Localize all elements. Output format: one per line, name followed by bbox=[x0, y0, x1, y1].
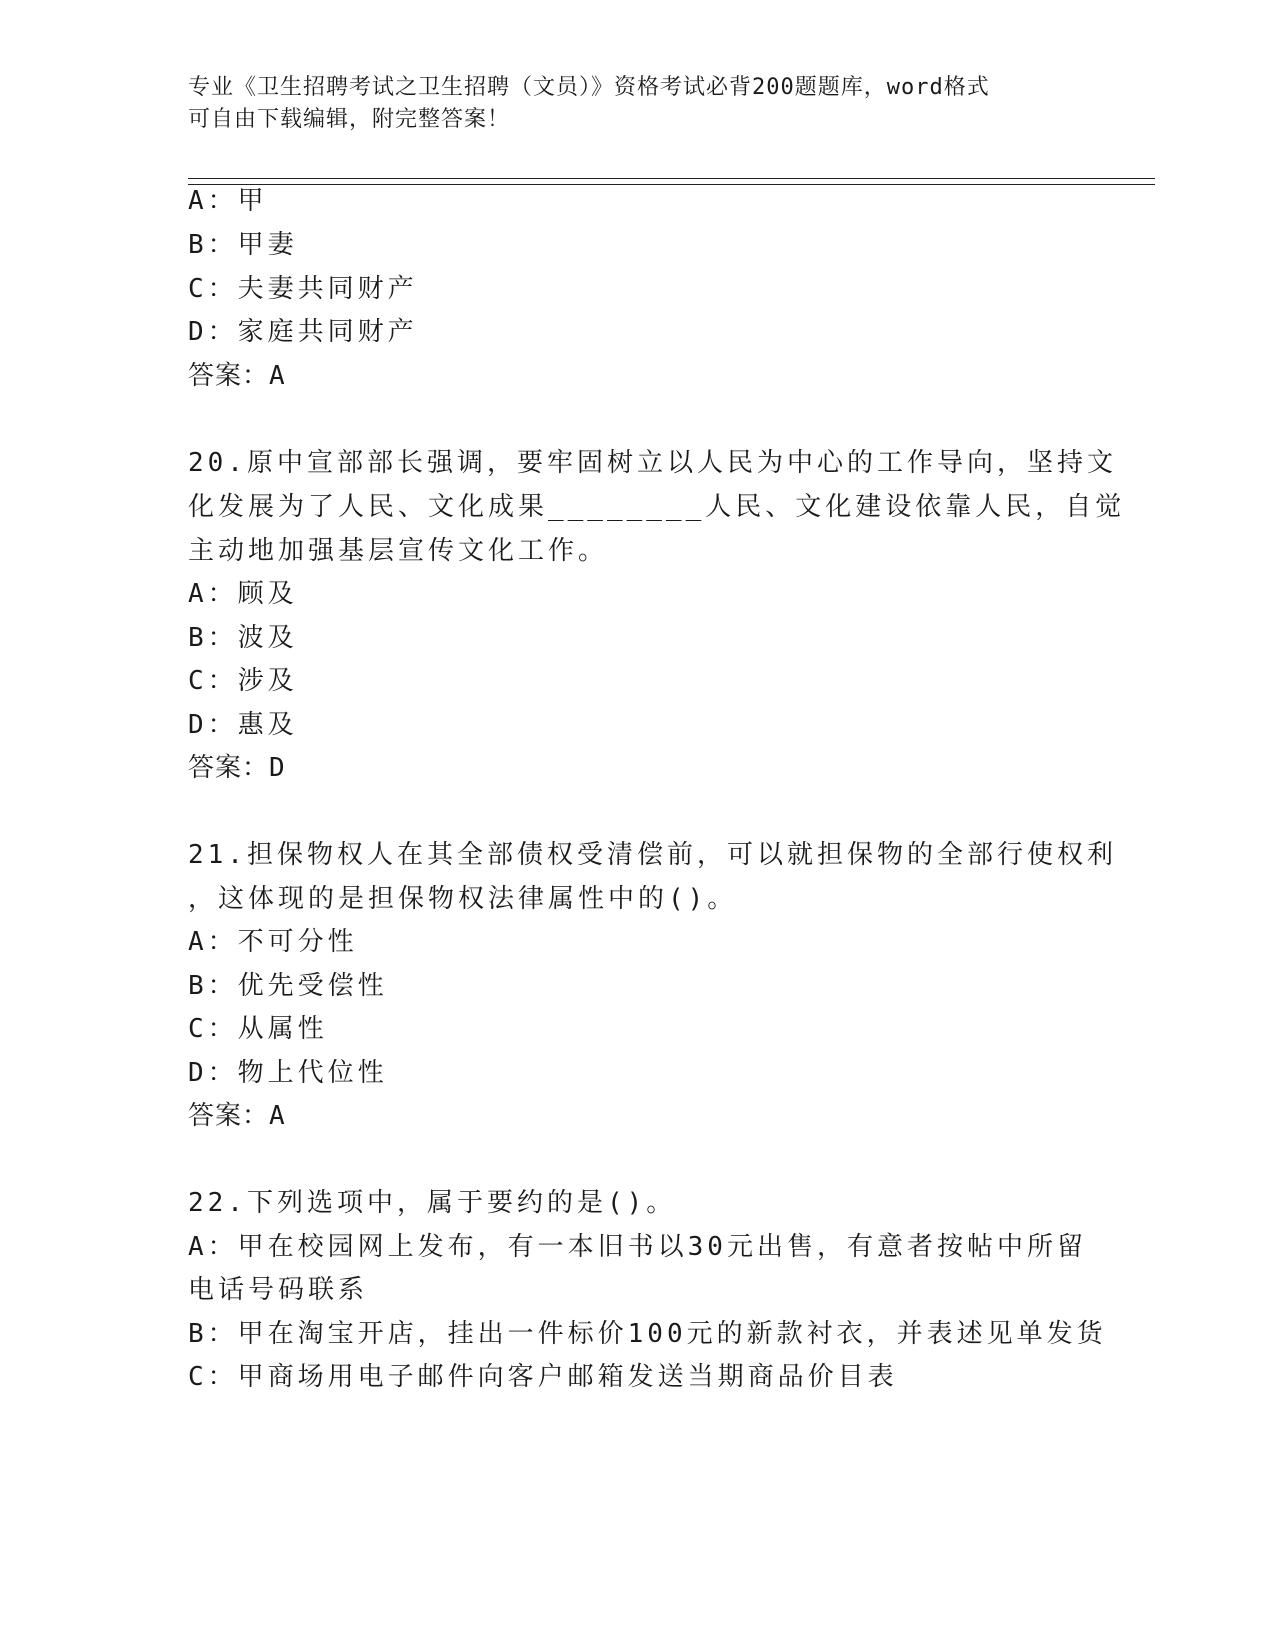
q21-stem-line-1: 21.担保物权人在其全部债权受清偿前，可以就担保物的全部行使权利 bbox=[188, 840, 1117, 870]
q20-answer bbox=[188, 751, 286, 785]
answer-label: 答案： bbox=[188, 361, 270, 391]
q20-stem-line-2: 化发展为了人民、文化成果________人民、文化建设依靠人民，自觉 bbox=[188, 492, 1126, 522]
answer-label: 答案： bbox=[188, 753, 270, 783]
header-line-2: 可自由下载编辑，附完整答案！ bbox=[188, 107, 511, 132]
q20-option-d: D：惠及 bbox=[188, 710, 298, 740]
q19-option-d: D：家庭共同财产 bbox=[188, 317, 418, 347]
q22-option-b: B：甲在淘宝开店，挂出一件标价100元的新款衬衣，并表述见单发货 bbox=[188, 1319, 1107, 1349]
q21-answer-value: A bbox=[269, 1101, 286, 1131]
document-header bbox=[188, 72, 1088, 136]
q19-answer-value: A bbox=[269, 361, 286, 391]
q20-option-b: B：波及 bbox=[188, 623, 298, 653]
answer-label: 答案： bbox=[188, 1101, 270, 1131]
q21-option-a: A：不可分性 bbox=[188, 927, 358, 957]
q20-stem-line-3: 主动地加强基层宣传文化工作。 bbox=[188, 536, 609, 566]
q20-answer-value: D bbox=[269, 753, 286, 783]
q21-answer bbox=[188, 1099, 286, 1133]
q21-option-b: B：优先受偿性 bbox=[188, 971, 388, 1001]
q19-option-a: A：甲 bbox=[188, 186, 268, 216]
q19-option-c: C：夫妻共同财产 bbox=[188, 274, 418, 304]
q19-answer bbox=[188, 359, 286, 393]
q20-stem-line-1: 20.原中宣部部长强调，要牢固树立以人民为中心的工作导向，坚持文 bbox=[188, 448, 1117, 478]
header-line-1: 专业《卫生招聘考试之卫生招聘（文员）》资格考试必背200题题库，word格式 bbox=[188, 75, 990, 100]
q21-option-d: D：物上代位性 bbox=[188, 1058, 388, 1088]
q21-stem-line-2: ，这体现的是担保物权法律属性中的()。 bbox=[188, 884, 738, 914]
q22-option-a-continued: 电话号码联系 bbox=[188, 1275, 369, 1305]
q20-option-a: A：顾及 bbox=[188, 579, 298, 609]
q22-option-c: C：甲商场用电子邮件向客户邮箱发送当期商品价目表 bbox=[188, 1362, 898, 1392]
q19-option-b: B：甲妻 bbox=[188, 230, 298, 260]
q21-option-c: C：从属性 bbox=[188, 1014, 328, 1044]
q20-option-c: C：涉及 bbox=[188, 666, 298, 696]
q22-stem-line-1: 22.下列选项中，属于要约的是()。 bbox=[188, 1188, 677, 1218]
q22-option-a: A：甲在校园网上发布，有一本旧书以30元出售，有意者按帖中所留 bbox=[188, 1232, 1087, 1262]
header-divider bbox=[188, 178, 1155, 185]
